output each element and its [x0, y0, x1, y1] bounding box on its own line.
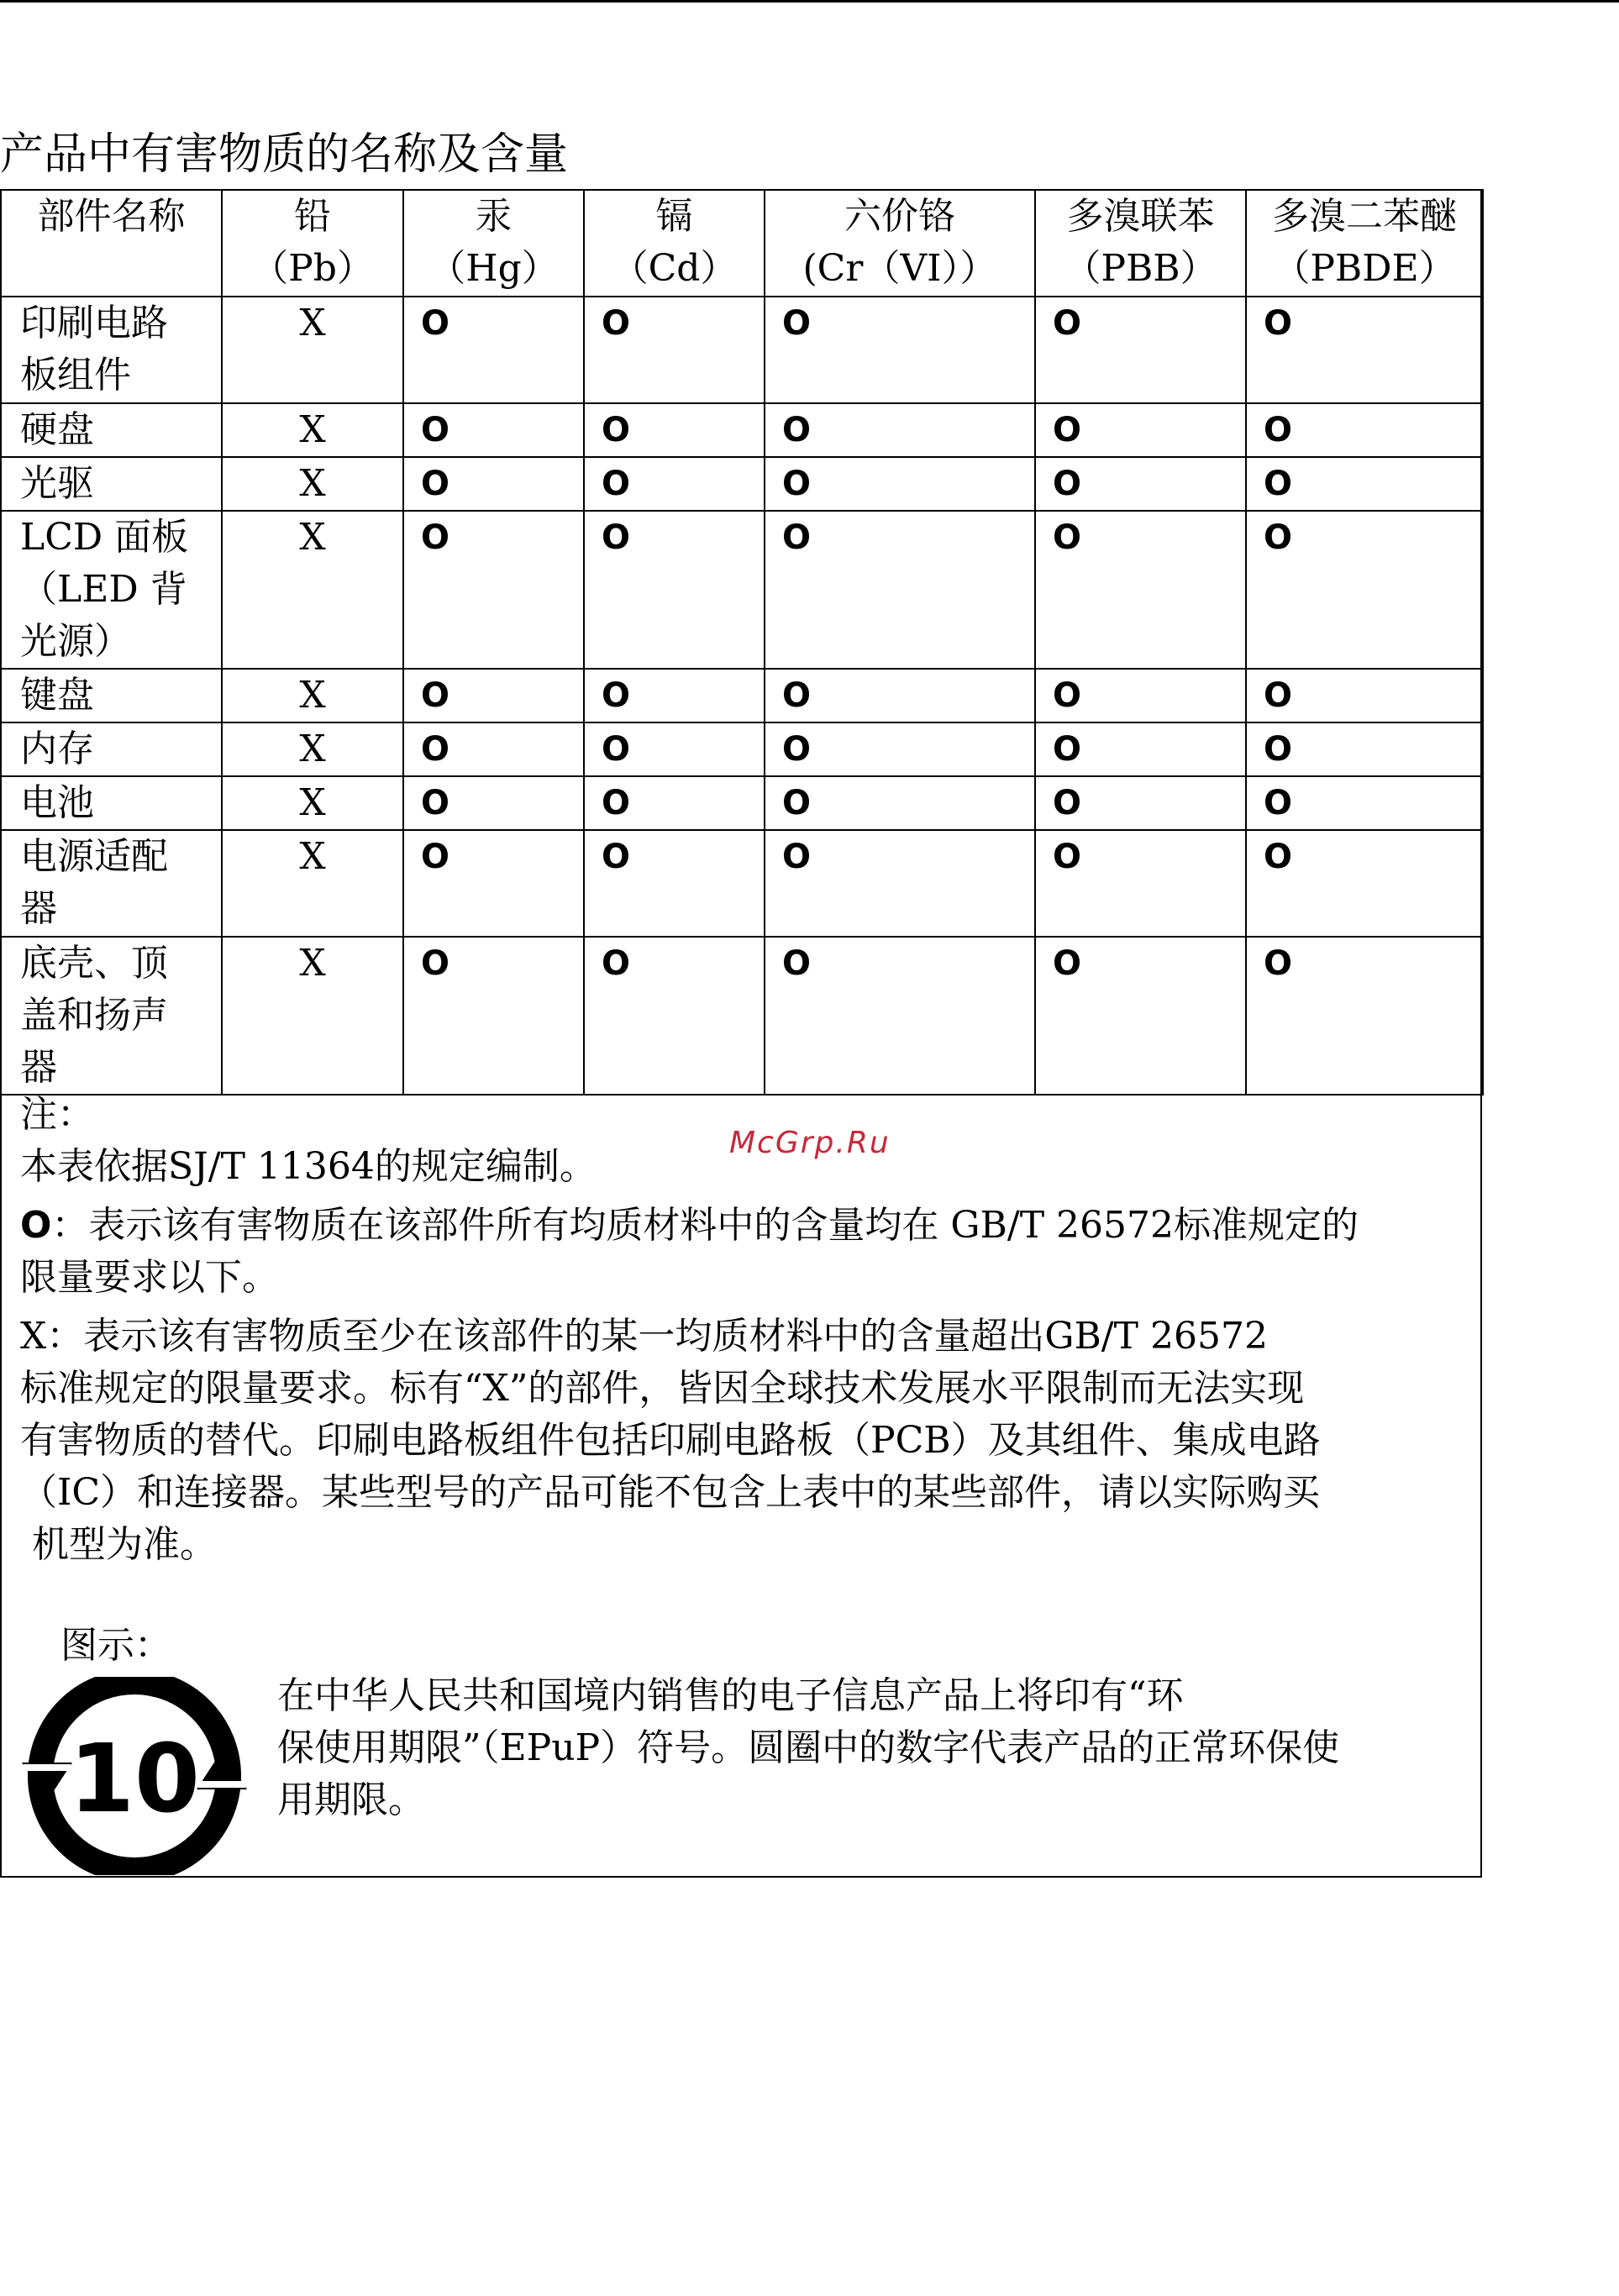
within-limit-mark: O	[421, 784, 450, 822]
hazardous-substances-table	[0, 189, 1484, 1095]
part-name-cell	[1, 457, 222, 511]
within-limit-mark: O	[782, 518, 812, 557]
table-row	[1, 457, 1483, 511]
part-name-cell	[1, 937, 222, 1095]
within-limit-mark: O	[602, 676, 631, 715]
substance-cell	[584, 722, 765, 776]
substance-cell	[765, 457, 1035, 511]
substance-cell	[403, 511, 584, 669]
substance-cell	[584, 830, 765, 937]
within-limit-mark: O	[1053, 730, 1082, 769]
substance-cell	[1035, 669, 1246, 722]
substance-cell	[584, 776, 765, 830]
part-name-cell	[1, 669, 222, 722]
within-limit-mark: O	[421, 838, 450, 876]
within-limit-mark: O	[602, 784, 631, 822]
part-name-cell	[1, 830, 222, 937]
substance-cell	[1035, 776, 1246, 830]
within-limit-mark: O	[1264, 411, 1293, 449]
part-name: 底壳、顶 盖和扬声 器	[20, 942, 168, 1089]
substance-cell	[1246, 722, 1483, 776]
o-symbol: O	[20, 1204, 52, 1247]
substance-cell	[403, 937, 584, 1095]
within-limit-mark: O	[1053, 676, 1082, 715]
within-limit-mark: O	[421, 465, 450, 503]
epup-logo-icon	[22, 1677, 247, 1875]
top-rule	[0, 0, 1619, 3]
within-limit-mark: O	[421, 730, 450, 769]
part-name: 印刷电路 板组件	[20, 302, 168, 397]
within-limit-mark: O	[1053, 784, 1082, 822]
substance-cell	[403, 297, 584, 403]
substance-cell	[1246, 669, 1483, 722]
part-name-cell	[1, 403, 222, 457]
epup-description: 在中华人民共和国境内销售的电子信息产品上将印有“环 保使用期限”（EPuP）符号。圆圈中的数字代表产品的正常环保使 用期限。	[277, 1674, 1340, 1821]
within-limit-mark: O	[782, 304, 812, 343]
within-limit-mark: O	[782, 944, 812, 983]
substance-cell	[765, 511, 1035, 669]
part-name-cell	[1, 297, 222, 403]
within-limit-mark: O	[602, 411, 631, 449]
exceeds-limit-mark: X	[299, 835, 326, 878]
exceeds-limit-mark: X	[299, 302, 326, 344]
header-mercury: 汞 （Hg）	[403, 190, 584, 297]
table-row	[1, 669, 1483, 722]
substance-cell	[1246, 776, 1483, 830]
part-name: 内存	[20, 728, 94, 770]
page-title: 产品中有害物质的名称及含量	[0, 129, 569, 180]
part-name: LCD 面板 （LED 背 光源）	[20, 516, 189, 663]
substance-cell	[222, 297, 403, 403]
substance-cell	[1246, 457, 1483, 511]
part-name-cell	[1, 776, 222, 830]
notes-x-definition-cont-2: 有害物质的替代。印刷电路板组件包括印刷电路板（PCB）及其组件、集成电路	[20, 1419, 1321, 1462]
within-limit-mark: O	[1264, 676, 1293, 715]
within-limit-mark: O	[602, 304, 631, 343]
within-limit-mark: O	[1264, 838, 1293, 876]
within-limit-mark: O	[1053, 304, 1082, 343]
figure-label: 图示：	[60, 1624, 171, 1667]
table-row	[1, 722, 1483, 776]
substance-cell	[222, 669, 403, 722]
substance-cell	[1035, 830, 1246, 937]
substance-cell	[403, 830, 584, 937]
substance-cell	[222, 937, 403, 1095]
notes-o-definition: O：表示该有害物质在该部件所有均质材料中的含量均在 GB/T 26572标准规定的	[20, 1204, 1359, 1247]
within-limit-mark: O	[1264, 465, 1293, 503]
within-limit-mark: O	[1264, 304, 1293, 343]
within-limit-mark: O	[421, 304, 450, 343]
epup-number: 10	[69, 1725, 200, 1834]
part-name: 电池	[20, 781, 94, 824]
within-limit-mark: O	[1264, 784, 1293, 822]
part-name: 硬盘	[20, 408, 94, 451]
substance-cell	[584, 457, 765, 511]
within-limit-mark: O	[602, 838, 631, 876]
notes-section	[20, 1089, 1465, 1571]
substance-cell	[222, 722, 403, 776]
substance-cell	[584, 511, 765, 669]
substance-cell	[403, 776, 584, 830]
exceeds-limit-mark: X	[299, 462, 326, 505]
within-limit-mark: O	[782, 784, 812, 822]
exceeds-limit-mark: X	[299, 781, 326, 824]
part-name-cell	[1, 511, 222, 669]
table-row	[1, 297, 1483, 403]
within-limit-mark: O	[602, 465, 631, 503]
within-limit-mark: O	[1264, 730, 1293, 769]
header-cadmium: 镉 （Cd）	[584, 190, 765, 297]
substance-cell	[765, 722, 1035, 776]
substance-cell	[403, 403, 584, 457]
substance-cell	[1246, 403, 1483, 457]
substance-cell	[403, 722, 584, 776]
substance-cell	[222, 457, 403, 511]
substance-cell	[222, 403, 403, 457]
table-row	[1, 830, 1483, 937]
exceeds-limit-mark: X	[299, 942, 326, 985]
within-limit-mark: O	[1053, 518, 1082, 557]
exceeds-limit-mark: X	[299, 674, 326, 717]
watermark: McGrp.Ru	[729, 1126, 891, 1160]
substance-cell	[403, 457, 584, 511]
within-limit-mark: O	[421, 676, 450, 715]
substance-cell	[222, 511, 403, 669]
substance-cell	[765, 776, 1035, 830]
within-limit-mark: O	[1264, 518, 1293, 557]
substance-cell	[1246, 937, 1483, 1095]
notes-x-definition-cont-3: （IC）和连接器。某些型号的产品可能不包含上表中的某些部件，请以实际购买	[20, 1471, 1321, 1514]
substance-cell	[765, 297, 1035, 403]
header-pbb: 多溴联苯 （PBB）	[1035, 190, 1246, 297]
substance-cell	[1035, 722, 1246, 776]
substance-cell	[222, 830, 403, 937]
header-lead: 铅 （Pb）	[222, 190, 403, 297]
substance-cell	[1035, 511, 1246, 669]
substance-cell	[765, 937, 1035, 1095]
substance-cell	[584, 297, 765, 403]
substance-cell	[584, 669, 765, 722]
part-name: 电源适配 器	[20, 835, 168, 930]
within-limit-mark: O	[1264, 944, 1293, 983]
header-pbde: 多溴二苯醚 （PBDE）	[1246, 190, 1483, 297]
substance-cell	[222, 776, 403, 830]
part-name: 光驱	[20, 462, 94, 505]
notes-x-definition-cont-4: 机型为准。	[20, 1523, 217, 1566]
within-limit-mark: O	[421, 518, 450, 557]
table-header-row	[1, 190, 1483, 297]
substance-cell	[584, 937, 765, 1095]
header-hexavalent-chromium: 六价铬 (Cr（VI））	[765, 190, 1035, 297]
substance-cell	[765, 403, 1035, 457]
substance-cell	[1246, 511, 1483, 669]
substance-cell	[403, 669, 584, 722]
notes-heading: 注：	[20, 1093, 94, 1136]
within-limit-mark: O	[782, 676, 812, 715]
notes-x-definition-cont-1: 标准规定的限量要求。标有“X”的部件，皆因全球技术发展水平限制而无法实现	[20, 1367, 1305, 1410]
within-limit-mark: O	[602, 730, 631, 769]
notes-x-definition: X：表示该有害物质至少在该部件的某一均质材料中的含量超出GB/T 26572	[20, 1315, 1268, 1358]
within-limit-mark: O	[1053, 411, 1082, 449]
notes-o-definition-cont: 限量要求以下。	[20, 1256, 279, 1299]
exceeds-limit-mark: X	[299, 516, 326, 559]
substance-cell	[765, 830, 1035, 937]
within-limit-mark: O	[602, 518, 631, 557]
table-row	[1, 403, 1483, 457]
within-limit-mark: O	[421, 944, 450, 983]
table-row	[1, 937, 1483, 1095]
substance-cell	[1035, 457, 1246, 511]
within-limit-mark: O	[782, 411, 812, 449]
substance-cell	[765, 669, 1035, 722]
notes-standard: 本表依据SJ/T 11364的规定编制。	[20, 1145, 597, 1188]
table-row	[1, 776, 1483, 830]
within-limit-mark: O	[782, 465, 812, 503]
substance-cell	[1035, 937, 1246, 1095]
within-limit-mark: O	[602, 944, 631, 983]
part-name-cell	[1, 722, 222, 776]
within-limit-mark: O	[1053, 838, 1082, 876]
within-limit-mark: O	[421, 411, 450, 449]
substance-cell	[1035, 403, 1246, 457]
within-limit-mark: O	[782, 730, 812, 769]
substance-cell	[1246, 297, 1483, 403]
table-row	[1, 511, 1483, 669]
exceeds-limit-mark: X	[299, 728, 326, 770]
substance-cell	[1035, 297, 1246, 403]
header-part-name: 部件名称	[1, 190, 222, 297]
within-limit-mark: O	[1053, 465, 1082, 503]
within-limit-mark: O	[1053, 944, 1082, 983]
part-name: 键盘	[20, 674, 94, 717]
exceeds-limit-mark: X	[299, 408, 326, 451]
within-limit-mark: O	[782, 838, 812, 876]
substance-cell	[584, 403, 765, 457]
substance-cell	[1246, 830, 1483, 937]
